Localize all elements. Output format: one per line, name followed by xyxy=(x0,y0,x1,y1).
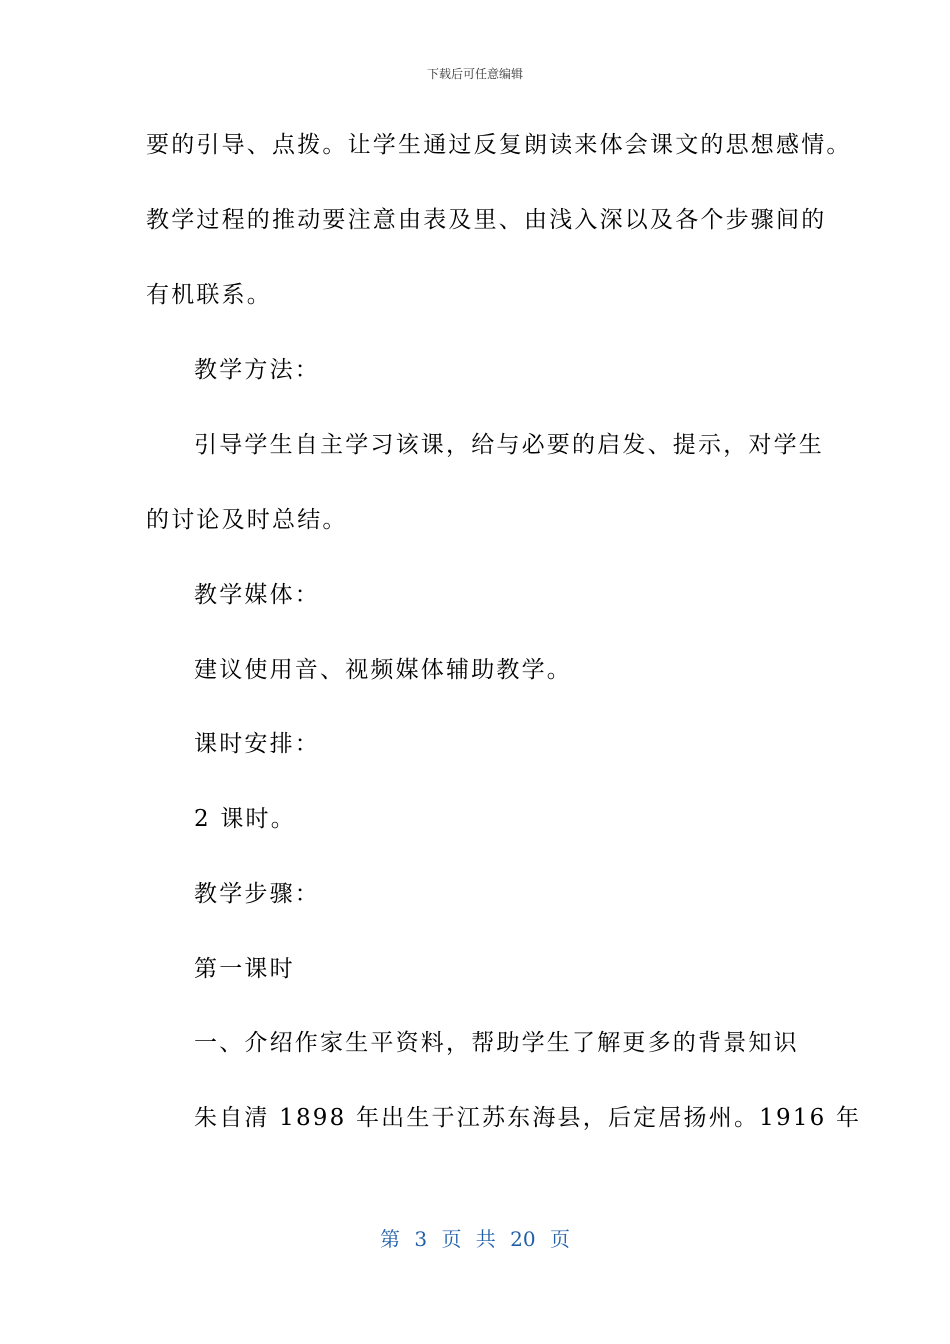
section-heading-teaching-media: 教学媒体： xyxy=(194,582,320,608)
body-line: 要的引导、点拨。让学生通过反复朗读来体会课文的思想感情。 xyxy=(146,132,852,158)
body-line: 教学过程的推动要注意由表及里、由浅入深以及各个步骤间的 xyxy=(146,207,827,233)
body-line: 2 课时。 xyxy=(194,806,296,832)
body-line: 朱自清 1898 年出生于江苏东海县，后定居扬州。1916 年 xyxy=(194,1105,862,1131)
page-header: 下载后可任意编辑 xyxy=(426,67,523,81)
section-heading-class-schedule: 课时安排： xyxy=(194,731,320,757)
page-number-footer: 第 3 页 共 20 页 xyxy=(380,1227,570,1251)
body-line: 引导学生自主学习该课，给与必要的启发、提示，对学生 xyxy=(194,432,824,458)
body-line: 有机联系。 xyxy=(146,282,272,308)
body-line: 一、介绍作家生平资料，帮助学生了解更多的背景知识 xyxy=(194,1030,799,1056)
section-heading-teaching-method: 教学方法： xyxy=(194,357,320,383)
section-heading-teaching-steps: 教学步骤： xyxy=(194,881,320,907)
body-line: 的讨论及时总结。 xyxy=(146,507,348,533)
body-line: 建议使用音、视频媒体辅助教学。 xyxy=(194,657,572,683)
section-heading-first-lesson: 第一课时 xyxy=(194,956,295,982)
